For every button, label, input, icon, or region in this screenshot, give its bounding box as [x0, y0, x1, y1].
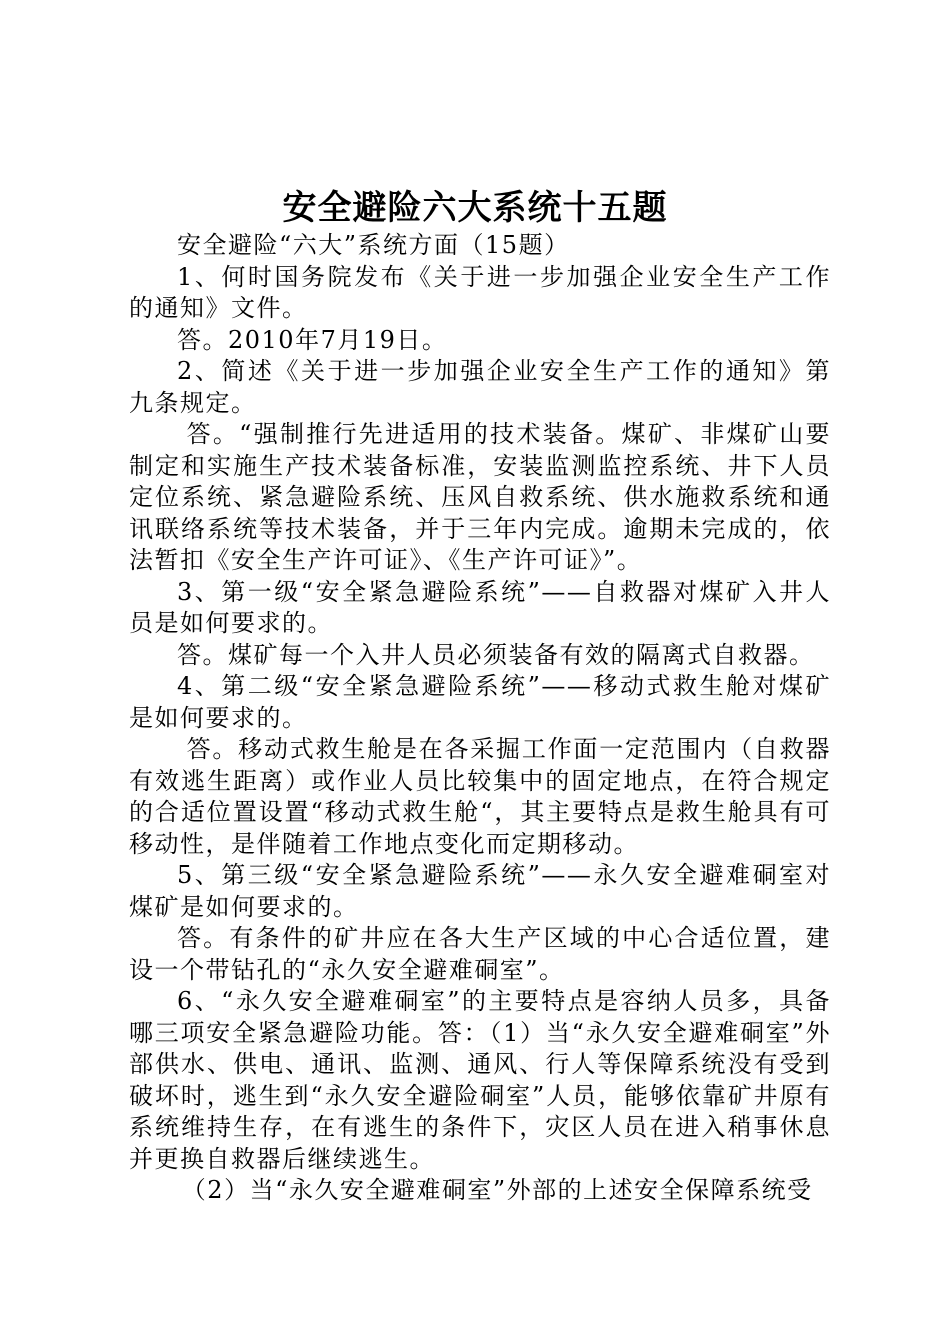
section-heading: 安全避险“六大”系统方面（15题） [177, 231, 570, 259]
document-title: 安全避险六大系统十五题 [282, 188, 668, 228]
answer-1: 答。2010年7月19日。 [177, 325, 448, 354]
answer-6-part-2: （2）当“永久安全避难硐室”外部的上述安全保障系统受 [181, 1176, 813, 1204]
answer-5: 答。有条件的矿井应在各大生产区域的中心合适位置，建设一个带钻孔的“永久安全避难硐室”。 [129, 924, 831, 984]
answer-2: 答。“强制推行先进适用的技术装备。煤矿、非煤矿山要制定和实施生产技术装备标准，安装监测监控系统、井下人员定位系统、紧急避险系统、压风自救系统、供水施救系统和通讯联络系统等技术装备，并于三年内完成。逾期未完成的，依法暂扣《安全生产许可证》、《生产许可证》”。 [129, 420, 831, 574]
question-4: 4、第二级“安全紧急避险系统”——移动式救生舱对煤矿是如何要求的。 [129, 672, 831, 732]
question-5: 5、第三级“安全紧急避险系统”——永久安全避难硐室对煤矿是如何要求的。 [129, 861, 831, 921]
question-1: 1、何时国务院发布《关于进一步加强企业安全生产工作的通知》文件。 [129, 262, 831, 322]
question-3: 3、第一级“安全紧急避险系统”——自救器对煤矿入井人员是如何要求的。 [129, 577, 831, 637]
answer-4: 答。移动式救生舱是在各采掘工作面一定范围内（自救器有效逃生距离）或作业人员比较集中的固定地点，在符合规定的合适位置设置“移动式救生舱“，其主要特点是救生舱具有可移动性，是伴随着工作地点变化而定期移动。 [129, 735, 831, 858]
question-2: 2、简述《关于进一步加强企业安全生产工作的通知》第九条规定。 [129, 357, 831, 417]
answer-3: 答。煤矿每一个入井人员必须装备有效的隔离式自救器。 [177, 640, 815, 669]
document-body [129, 230, 831, 1207]
question-6: 6、“永久安全避难硐室”的主要特点是容纳人员多，具备哪三项安全紧急避险功能。答：（1）当“永久安全避难硐室”外部供水、供电、通讯、监测、通风、行人等保障系统没有受到破坏时，逃生到“永久安全避险硐室”人员，能够依靠矿井原有系统维持生存，在有逃生的条件下，灾区人员在进入稍事休息并更换自救器后继续逃生。 [129, 987, 831, 1173]
